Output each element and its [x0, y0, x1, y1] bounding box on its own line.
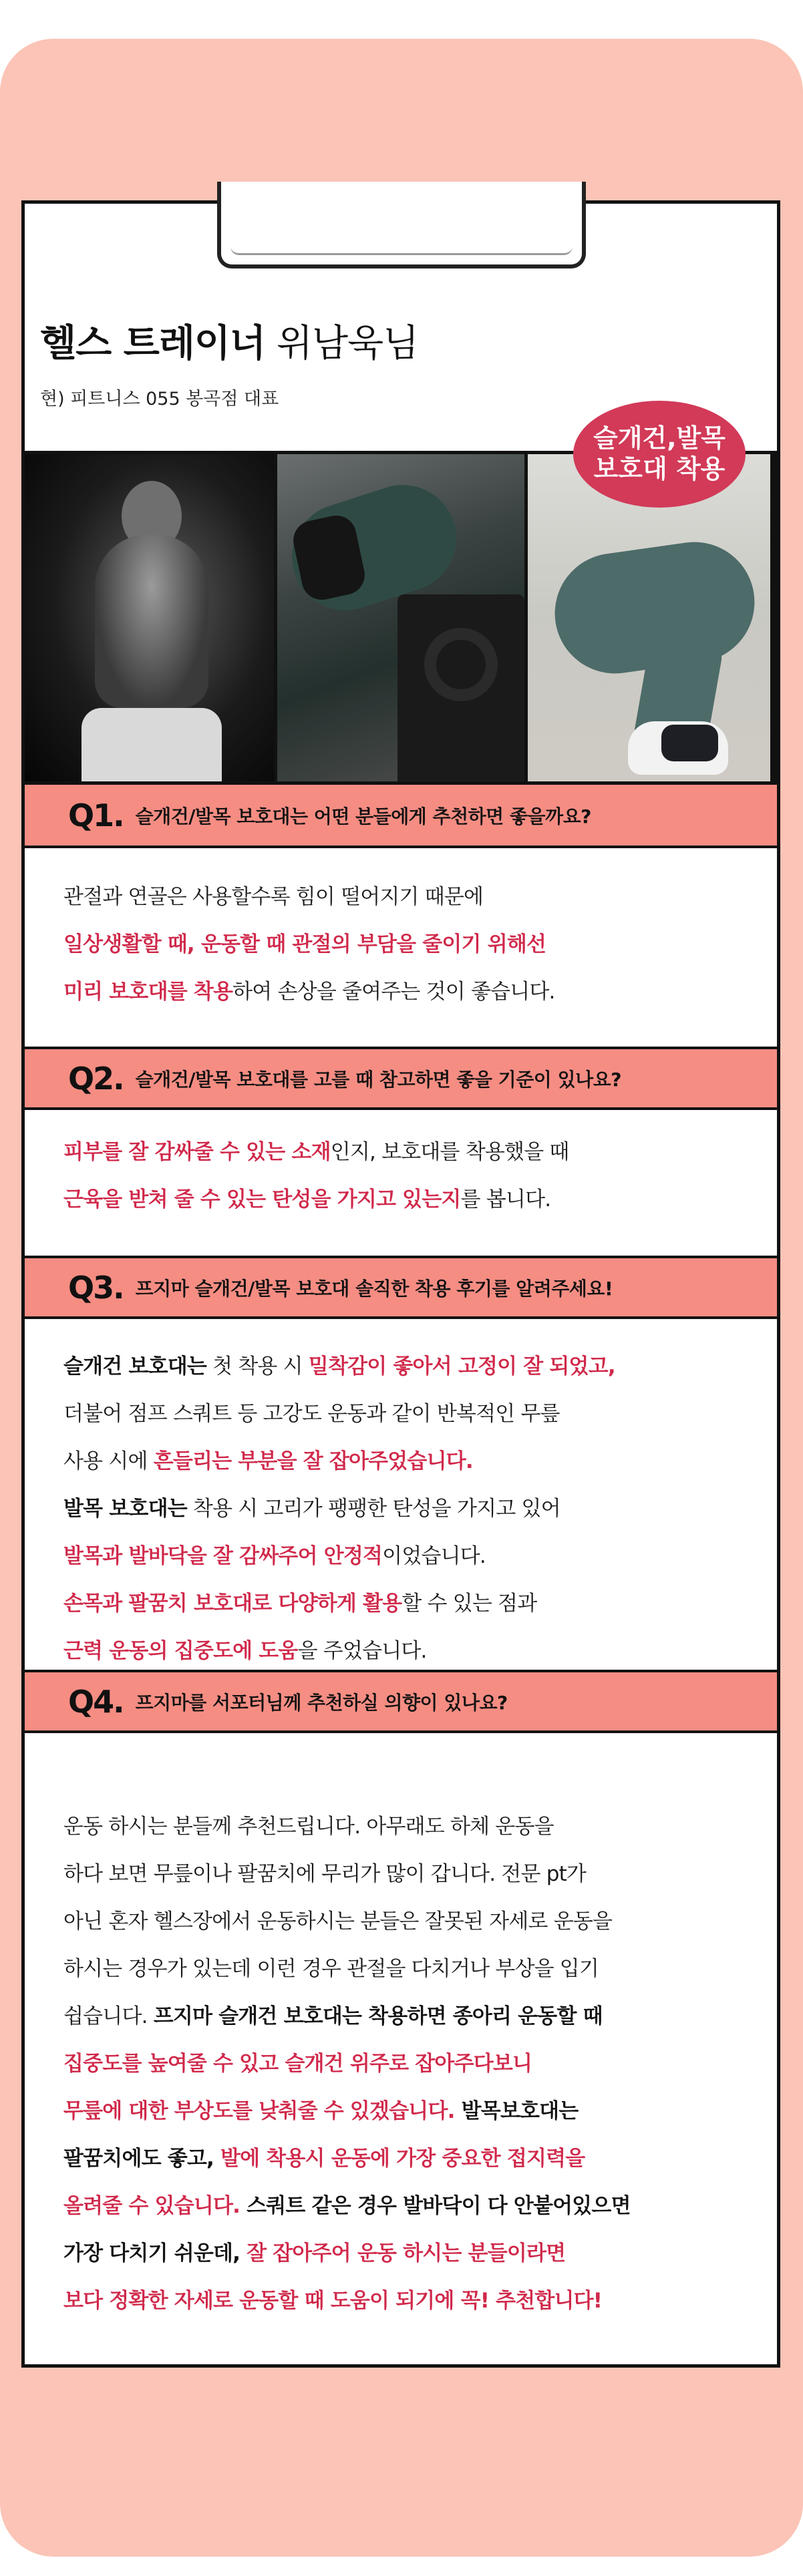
trainer-towel — [82, 708, 222, 781]
machine-weight-ring — [424, 628, 498, 701]
answer-line — [63, 1628, 758, 1675]
answer-text: 할 수 있는 점과 — [402, 1592, 537, 1616]
question-bar-q1 — [25, 785, 777, 848]
answer-text: 쉽습니다. — [63, 2004, 154, 2028]
answer-line — [63, 1580, 758, 1628]
bold-text: 프지마 슬개건 보호대는 착용하면 종아리 운동할 때 — [153, 2004, 603, 2028]
answer-line — [63, 1391, 758, 1438]
answer-text: 을 주었습니다. — [297, 1639, 427, 1663]
answer-q3 — [63, 1343, 758, 1675]
answer-q2 — [63, 1129, 758, 1224]
bold-text: 발목보호대는 — [454, 2099, 579, 2123]
answer-line — [63, 2040, 758, 2088]
highlight-text: 손목과 팔꿈치 보호대로 다양하게 활용 — [63, 1592, 402, 1616]
answer-line — [63, 2277, 758, 2325]
bold-text: 발목 보호대는 — [63, 1497, 187, 1521]
answer-text: 첫 착용 시 — [206, 1354, 309, 1378]
answer-text: 인지, 보호대를 착용했을 때 — [330, 1140, 569, 1164]
answer-line — [63, 1898, 758, 1946]
bold-text: 가장 다치기 쉬운데, — [63, 2241, 247, 2265]
answer-q1 — [63, 874, 758, 1016]
answer-line — [63, 2183, 758, 2230]
title-name: 위남욱님 — [276, 322, 419, 365]
page-subtitle: 현) 피트니스 055 봉곡점 대표 — [40, 389, 279, 409]
answer-line — [63, 1803, 758, 1851]
highlight-text: 잘 잡아주어 운동 하시는 분들이라면 — [247, 2241, 566, 2265]
answer-text: 하여 손상을 줄여주는 것이 좋습니다. — [232, 980, 555, 1004]
highlight-text: 밀착감이 좋아서 고정이 잘 되었고, — [308, 1354, 615, 1378]
question-bar-q3 — [25, 1256, 777, 1319]
answer-line — [63, 1946, 758, 1993]
answer-text: 착용 시 고리가 팽팽한 탄성을 가지고 있어 — [186, 1497, 560, 1521]
answer-text: 더불어 점프 스쿼트 등 고강도 운동과 같이 반복적인 무릎 — [63, 1402, 560, 1426]
highlight-text: 근육을 받쳐 줄 수 있는 탄성을 가지고 있는지 — [63, 1187, 461, 1212]
page-title — [40, 314, 418, 367]
question-text: 슬개건/발목 보호대를 고를 때 참고하면 좋을 기준이 있나요? — [135, 1068, 621, 1091]
highlight-text: 일상생활할 때, 운동할 때 관절의 부담을 줄이기 위해선 — [63, 932, 546, 956]
highlight-text: 피부를 잘 감싸줄 수 있는 소재 — [63, 1140, 331, 1164]
answer-line — [63, 2230, 758, 2277]
brace-badge — [573, 401, 746, 508]
question-text: 프지마 슬개건/발목 보호대 솔직한 착용 후기를 알려주세요! — [135, 1277, 613, 1300]
question-number: Q1. — [68, 797, 124, 834]
answer-line — [63, 1851, 758, 1898]
highlight-text: 발에 착용시 운동에 가장 중요한 접지력을 — [220, 2147, 585, 2171]
highlight-text: 집중도를 높여줄 수 있고 슬개건 위주로 잡아주다보니 — [63, 2052, 532, 2076]
answer-line — [63, 921, 758, 968]
highlight-text: 보다 정확한 자세로 운동할 때 도움이 되기에 꼭! 추천합니다! — [63, 2289, 603, 2313]
bold-text: 팔꿈치에도 좋고, — [63, 2147, 220, 2171]
trainer-portrait-photo — [25, 454, 274, 781]
knee-brace-photo — [274, 454, 524, 781]
answer-line — [63, 1176, 758, 1224]
question-bar-q2 — [25, 1047, 777, 1110]
title-role: 헬스 트레이너 — [40, 322, 266, 365]
question-text: 슬개건/발목 보호대는 어떤 분들에게 추천하면 좋을까요? — [135, 805, 591, 827]
answer-line — [63, 1438, 758, 1485]
answer-line — [63, 874, 758, 921]
ankle-brace-shape — [661, 725, 718, 761]
answer-line — [63, 1485, 758, 1533]
badge-text: 슬개건,발목 보호대 착용 — [593, 423, 726, 484]
answer-text: 를 봅니다. — [460, 1187, 551, 1212]
answer-text: 운동 하시는 분들께 추천드립니다. 아무래도 하체 운동을 — [63, 1815, 554, 1839]
answer-text: 이었습니다. — [382, 1544, 486, 1568]
highlight-text: 발목과 발바닥을 잘 감싸주어 안정적 — [63, 1544, 383, 1568]
answer-q4 — [63, 1803, 758, 2325]
answer-text: 아닌 혼자 헬스장에서 운동하시는 분들은 잘못된 자세로 운동을 — [63, 1909, 613, 1934]
answer-line — [63, 2088, 758, 2135]
question-text: 프지마를 서포터님께 추천하실 의향이 있나요? — [135, 1691, 508, 1714]
bold-text: 슬개건 보호대는 — [63, 1354, 207, 1378]
answer-line — [63, 2135, 758, 2183]
answer-line — [63, 1993, 758, 2040]
answer-line — [63, 1533, 758, 1580]
highlight-text: 올려줄 수 있습니다. — [63, 2194, 240, 2218]
answer-text: 관절과 연골은 사용할수록 힘이 떨어지기 때문에 — [63, 885, 484, 909]
bold-text: 스쿼트 같은 경우 발바닥이 다 안붙어있으면 — [240, 2194, 631, 2218]
question-number: Q2. — [68, 1060, 124, 1097]
question-number: Q4. — [68, 1683, 124, 1720]
answer-text: 하시는 경우가 있는데 이런 경우 관절을 다치거나 부상을 입기 — [63, 1957, 599, 1981]
question-number: Q3. — [68, 1269, 124, 1306]
highlight-text: 무릎에 대한 부상도를 낮춰줄 수 있겠습니다. — [63, 2099, 455, 2123]
trainer-torso — [95, 534, 208, 708]
answer-line — [63, 1343, 758, 1391]
highlight-text: 미리 보호대를 착용 — [63, 980, 233, 1004]
answer-line — [63, 1129, 758, 1176]
highlight-text: 흔들리는 부분을 잘 잡아주었습니다. — [153, 1449, 473, 1473]
answer-text: 사용 시에 — [63, 1449, 154, 1473]
question-bar-q4 — [25, 1670, 777, 1733]
clipboard-clip — [217, 182, 586, 268]
answer-line — [63, 968, 758, 1016]
answer-text: 하다 보면 무릎이나 팔꿈치에 무리가 많이 갑니다. 전문 pt가 — [63, 1862, 587, 1886]
highlight-text: 근력 운동의 집중도에 도움 — [63, 1639, 298, 1663]
